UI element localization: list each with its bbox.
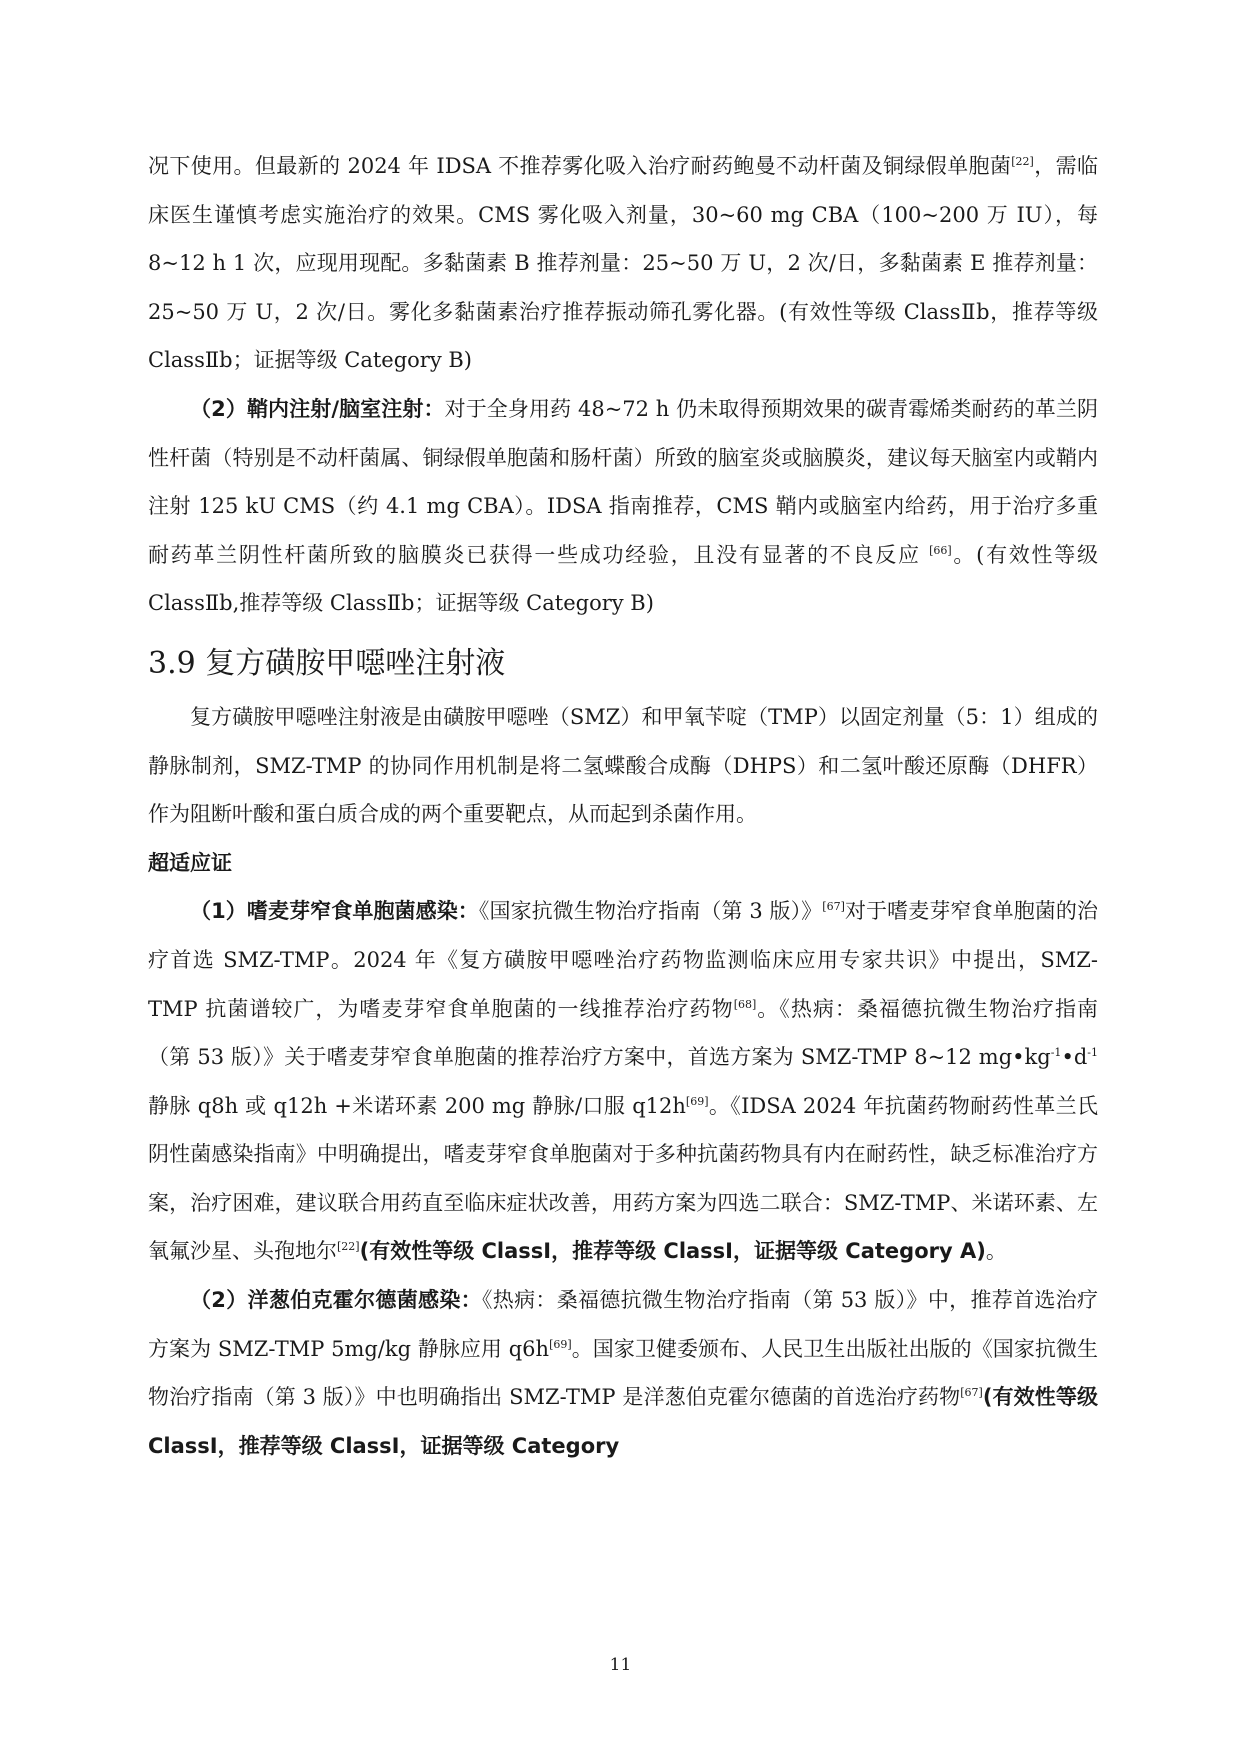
paragraph-stenotrophomonas: （1）嗜麦芽窄食单胞菌感染：《国家抗微生物治疗指南（第 3 版）》[67]对于嗜麦芽窄食单胞菌的治疗首选 SMZ-TMP。2024 年《复方磺胺甲噁唑治疗药物监测临床应用专家共识》中提出，SMZ-TMP 抗菌谱较广，为嗜麦芽窄食单胞菌的一线推荐治疗药物[68]。《热病：桑福德抗微生物治疗指南（第 53 版）》关于嗜麦芽窄食单胞菌的推荐治疗方案中，首选方案为 SMZ-TMP 8~12 $mg•kg^{-1}•d^{-1}$静脉 q8h 或 q12h +米诺环素 200 mg 静脉/口服 q12h[69]。《IDSA 2024 年抗菌药物耐药性革兰氏阴性菌感染指南》中明确提出，嗜麦芽窄食单胞菌对于多种抗菌药物具有内在耐药性，缺乏标准治疗方案，治疗困难，建议联合用药直至临床症状改善，用药方案为四选二联合：SMZ-TMP、米诺环素、左氧氟沙星、头孢地尔[22](有效性等级 ClassⅠ，推荐等级 ClassⅠ，证据等级 Category A)。 [148, 899, 1099, 1264]
citation: [68] [733, 997, 757, 1011]
citation: [22] [337, 1240, 360, 1254]
item-lead: （2）洋葱伯克霍尔德菌感染： [190, 1288, 482, 1313]
evidence-grade: (有效性等级 ClassⅠ，推荐等级 ClassⅠ，证据等级 Category [148, 1385, 1098, 1458]
evidence-grade: (有效性等级 ClassⅠ，推荐等级 ClassⅠ，证据等级 Category A) [359, 1239, 986, 1264]
subheading-off-label: 超适应证 [148, 850, 232, 875]
paragraph-nebulization: 况下使用。但最新的 2024 年 IDSA 不推荐雾化吸入治疗耐药鲍曼不动杆菌及铜绿假单胞菌[22]，需临床医生谨慎考虑实施治疗的效果。CMS 雾化吸入剂量，30~60 mg CBA（100~200 万 IU），每 8~12 h 1 次，应现用现配。多黏菌素 B 推荐剂量：25~50 万 U，2 次/日，多黏菌素 E 推荐剂量：25~50 万 U，2 次/日。雾化多黏菌素治疗推荐振动筛孔雾化器。(有效性等级 ClassⅡb，推荐等级 ClassⅡb；证据等级 Category B) [148, 154, 1098, 373]
citation: [69] [685, 1094, 709, 1108]
paragraph-smz-intro: 复方磺胺甲噁唑注射液是由磺胺甲噁唑（SMZ）和甲氧苄啶（TMP）以固定剂量（5：1）组成的静脉制剂，SMZ-TMP 的协同作用机制是将二氢蝶酸合成酶（DHPS）和二氢叶酸还原酶（DHFR）作为阻断叶酸和蛋白质合成的两个重要靶点，从而起到杀菌作用。 [148, 704, 1098, 827]
citation: [69] [549, 1337, 572, 1351]
section-heading: 3.9 复方磺胺甲噁唑注射液 [148, 645, 506, 681]
paragraph-burkholderia: （2）洋葱伯克霍尔德菌感染：《热病：桑福德抗微生物治疗指南（第 53 版）》中，推荐首选治疗方案为 SMZ-TMP 5mg/kg 静脉应用 q6h[69]。国家卫健委颁布、人民卫生出版社出版的《国家抗微生物治疗指南（第 3 版）》中也明确指出 SMZ-TMP 是洋葱伯克霍尔德菌的首选治疗药物[67](有效性等级 ClassⅠ，推荐等级 ClassⅠ，证据等级 Category [148, 1288, 1098, 1458]
item-lead: （1）嗜麦芽窄食单胞菌感染： [190, 899, 479, 924]
citation: [66] [929, 543, 952, 557]
paragraph-intrathecal: （2）鞘内注射/脑室注射：对于全身用药 48~72 h 仍未取得预期效果的碳青霉烯类耐药的革兰阴性杆菌（特别是不动杆菌属、铜绿假单胞菌和肠杆菌）所致的脑室炎或脑膜炎，建议每天脑室内或鞘内注射 125 kU CMS（约 4.1 mg CBA）。IDSA 指南推荐，CMS 鞘内或脑室内给药，用于治疗多重耐药革兰阴性杆菌所致的脑膜炎已获得一些成功经验，且没有显著的不良反应 [66]。(有效性等级 ClassⅡb,推荐等级 ClassⅡb；证据等级 Category B) [148, 396, 1098, 616]
citation: [67] [822, 900, 845, 914]
citation: [67] [960, 1386, 983, 1400]
document-body [148, 142, 1098, 1470]
superscript: -1 [1087, 1046, 1098, 1060]
citation: [22] [1011, 155, 1034, 168]
superscript: -1 [1050, 1046, 1062, 1060]
page-number: 11 [609, 1655, 632, 1675]
item-lead: （2）鞘内注射/脑室注射： [190, 396, 445, 421]
